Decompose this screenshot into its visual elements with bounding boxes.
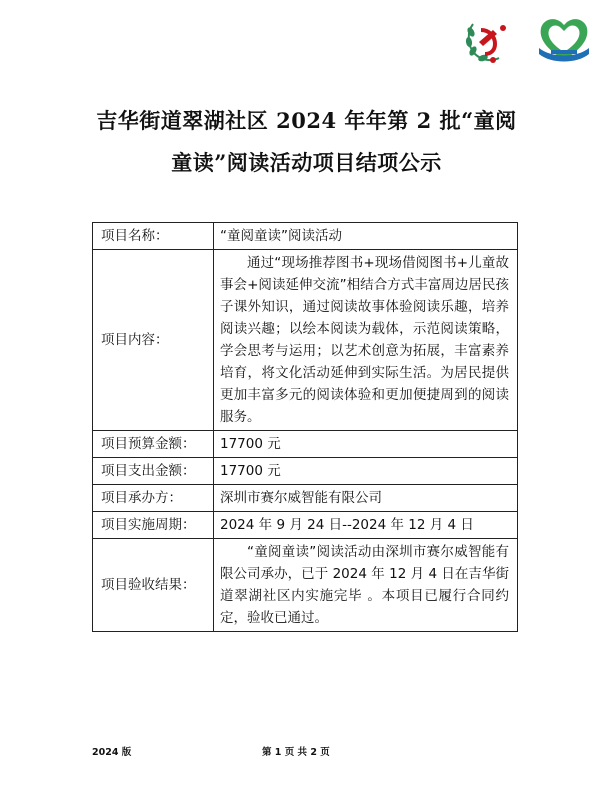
- document-title: [70, 100, 543, 184]
- row-value: 17700 元: [214, 458, 518, 485]
- row-value: “童阅童读”阅读活动: [214, 223, 518, 250]
- table-row: [93, 512, 518, 539]
- row-value: “童阅童读”阅读活动由深圳市赛尔威智能有限公司承办，已于 2024 年 12 月 4 日在吉华街道翠湖社区内实施完毕 。本项目已履行合同约定，验收已通过。: [214, 539, 518, 632]
- row-value: 17700 元: [214, 431, 518, 458]
- table-row: [93, 485, 518, 512]
- footer-page-number: 第 1 页 共 2 页: [262, 747, 330, 758]
- row-label: 项目验收结果：: [93, 539, 214, 632]
- row-label: 项目实施周期：: [93, 512, 214, 539]
- table-row: [93, 539, 518, 632]
- table-row: [93, 250, 518, 431]
- project-info-table: [92, 222, 518, 632]
- row-label: 项目预算金额：: [93, 431, 214, 458]
- title-line-2: 童读”阅读活动项目结项公示: [171, 150, 442, 175]
- row-label: 项目承办方：: [93, 485, 214, 512]
- row-value: 通过“现场推荐图书+现场借阅图书+儿童故事会+阅读延伸交流”相结合方式丰富周边居民孩子课外知识，通过阅读故事体验阅读乐趣，培养阅读兴趣；以绘本阅读为载体，示范阅读策略，学会思考与运用；以艺术创意为拓展，丰富素养培育，将文化活动延伸到实际生活。为居民提供更加丰富多元的阅读体验和更加便捷周到的阅读服务。: [214, 250, 518, 431]
- table-row: [93, 223, 518, 250]
- community-heart-logo-icon: [535, 14, 593, 66]
- row-value: 2024 年 9 月 24 日--2024 年 12 月 4 日: [214, 512, 518, 539]
- footer-version: 2024 版: [92, 747, 132, 758]
- party-logo-icon: [463, 16, 513, 66]
- table-row: [93, 458, 518, 485]
- table-row: [93, 431, 518, 458]
- title-line-1: 吉华街道翠湖社区 2024 年年第 2 批“童阅: [96, 108, 517, 133]
- row-label: 项目支出金额：: [93, 458, 214, 485]
- row-label: 项目名称：: [93, 223, 214, 250]
- row-label: 项目内容：: [93, 250, 214, 431]
- row-value: 深圳市赛尔威智能有限公司: [214, 485, 518, 512]
